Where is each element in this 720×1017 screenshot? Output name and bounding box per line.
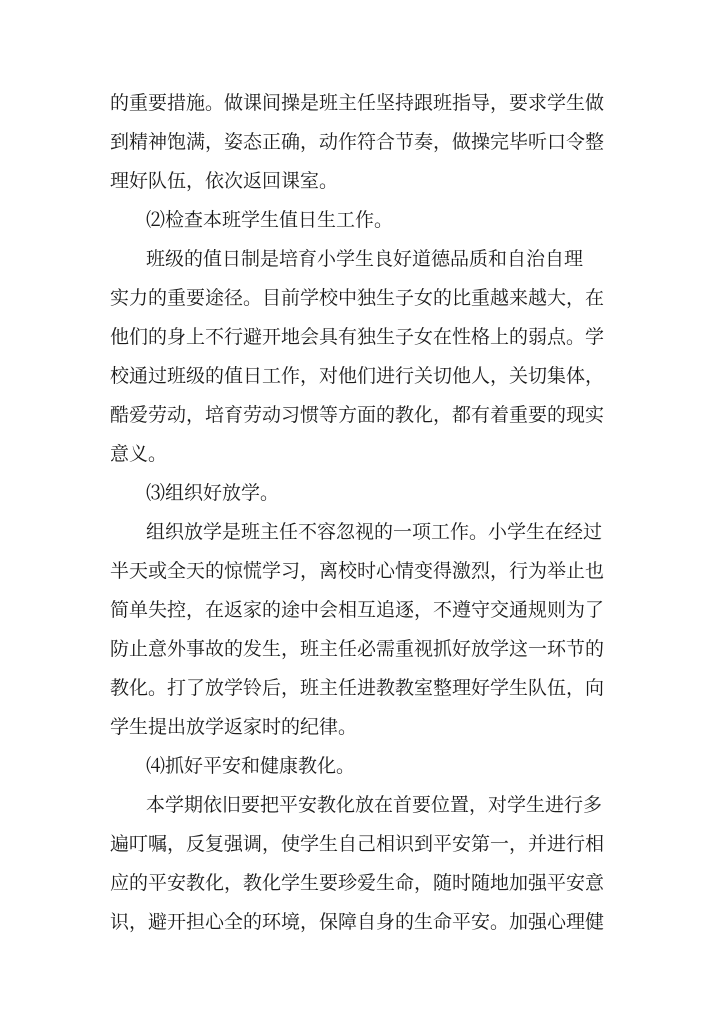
text-line: 半天或全天的惊慌学习，离校时心情变得激烈，行为举止也: [110, 560, 605, 582]
text-line: 的重要措施。做课间操是班主任坚持跟班指导，要求学生做: [110, 92, 605, 114]
text-line: 教化。打了放学铃后，班主任进教教室整理好学生队伍，向: [110, 677, 605, 699]
section-heading: ⑵检查本班学生值日生工作。: [146, 209, 394, 231]
text-line: 防止意外事故的发生，班主任必需重视抓好放学这一环节的: [110, 638, 605, 660]
text-line: 意义。: [110, 443, 168, 465]
text-line: 遍叮嘱，反复强调，使学生自己相识到平安第一，并进行相: [110, 833, 605, 855]
text-line: 理好队伍，依次返回课室。: [110, 170, 339, 192]
section-heading: ⑷抓好平安和健康教化。: [146, 755, 356, 777]
text-line: 识，避开担心全的环境，保障自身的生命平安。加强心理健: [110, 911, 605, 933]
paragraph-first-line: 班级的值日制是培育小学生良好道德品质和自治自理: [146, 248, 584, 270]
text-line: 校通过班级的值日工作，对他们进行关切他人，关切集体，: [110, 365, 605, 387]
text-line: 酷爱劳动，培育劳动习惯等方面的教化，都有着重要的现实: [110, 404, 605, 426]
text-line: 学生提出放学返家时的纪律。: [110, 716, 358, 738]
text-line: 简单失控，在返家的途中会相互追逐，不遵守交通规则为了: [110, 599, 605, 621]
section-heading: ⑶组织好放学。: [146, 482, 280, 504]
paragraph-first-line: 本学期依旧要把平安教化放在首要位置，对学生进行多: [146, 794, 603, 816]
paragraph-first-line: 组织放学是班主任不容忽视的一项工作。小学生在经过: [146, 521, 603, 543]
text-line: 他们的身上不行避开地会具有独生子女在性格上的弱点。学: [110, 326, 605, 348]
text-line: 实力的重要途径。目前学校中独生子女的比重越来越大，在: [110, 287, 605, 309]
text-line: 到精神饱满，姿态正确，动作符合节奏，做操完毕听口令整: [110, 131, 605, 153]
text-line: 应的平安教化，教化学生要珍爱生命，随时随地加强平安意: [110, 872, 605, 894]
